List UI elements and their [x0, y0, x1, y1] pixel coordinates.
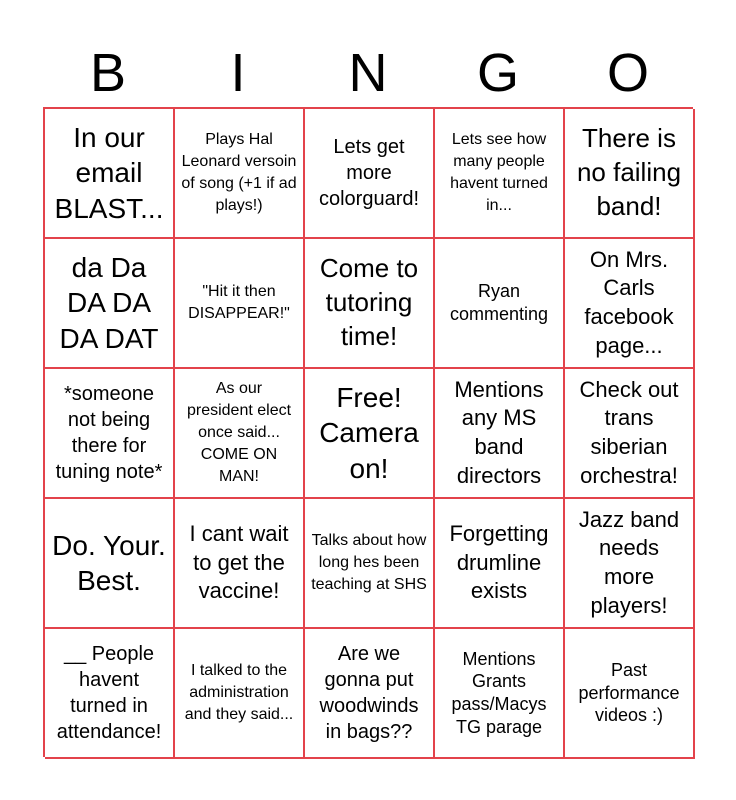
bingo-cell[interactable]: [175, 239, 305, 369]
bingo-cell[interactable]: [305, 629, 435, 759]
cell-text: Jazz band needs more players!: [578, 506, 680, 618]
cell-text: Lets get more colorguard!: [318, 136, 420, 210]
bingo-cell[interactable]: [565, 239, 695, 369]
cell-text: Past performance videos :): [578, 659, 680, 726]
header-letter-b: B: [89, 43, 127, 103]
bingo-cell[interactable]: [565, 369, 695, 499]
cell-text: "Hit it then DISAPPEAR!": [188, 282, 290, 322]
bingo-cell[interactable]: [565, 499, 695, 629]
cell-text: I cant wait to get the vaccine!: [189, 521, 289, 604]
cell-text: There is no failing band!: [576, 123, 682, 221]
bingo-header: [43, 40, 693, 106]
bingo-cell[interactable]: [175, 109, 305, 239]
bingo-board: [43, 107, 693, 757]
bingo-cell[interactable]: [175, 629, 305, 759]
cell-text: Mentions any MS band directors: [454, 376, 544, 488]
bingo-cell[interactable]: [305, 499, 435, 629]
bingo-cell[interactable]: [435, 109, 565, 239]
cell-text: As our president elect once said... COME ON MAN!: [186, 379, 292, 486]
cell-text: I talked to the administration and they said...: [184, 661, 294, 724]
header-letter-g: G: [476, 43, 519, 103]
cell-text: Lets see how many people havent turned in...: [450, 130, 548, 215]
cell-text: Mentions Grants pass/Macys TG parage: [451, 648, 547, 737]
cell-text: Plays Hal Leonard versoin of song (+1 if ad plays!): [181, 130, 297, 215]
bingo-cell[interactable]: [435, 239, 565, 369]
cell-text: Do. Your. Best.: [52, 529, 166, 596]
cell-text: __ People havent turned in attendance!: [56, 643, 162, 743]
bingo-cell[interactable]: [435, 499, 565, 629]
header-letter-i: I: [230, 43, 246, 103]
cell-text: Ryan commenting: [449, 281, 549, 324]
bingo-cell[interactable]: [565, 629, 695, 759]
cell-text: Free! Camera on!: [319, 382, 419, 484]
header-letter-o: O: [606, 43, 649, 103]
cell-text: Come to tutoring time!: [319, 253, 419, 351]
bingo-cell[interactable]: [305, 109, 435, 239]
bingo-cell[interactable]: [435, 369, 565, 499]
bingo-cell[interactable]: [45, 499, 175, 629]
cell-text: Check out trans siberian orchestra!: [579, 376, 679, 488]
cell-text: Talks about how long hes been teaching at SHS: [311, 531, 427, 594]
bingo-cell[interactable]: [435, 629, 565, 759]
cell-text: Are we gonna put woodwinds in bags??: [319, 643, 419, 743]
bingo-cell[interactable]: [175, 369, 305, 499]
header-letter-n: N: [348, 43, 388, 103]
bingo-cell[interactable]: [45, 109, 175, 239]
cell-text: da Da DA DA DA DAT: [59, 252, 159, 354]
cell-text: Forgetting drumline exists: [449, 521, 549, 604]
cell-text: On Mrs. Carls facebook page...: [584, 246, 674, 358]
cell-text: In our email BLAST...: [54, 122, 164, 224]
bingo-cell[interactable]: [305, 239, 435, 369]
bingo-cell[interactable]: [45, 239, 175, 369]
bingo-cell[interactable]: [565, 109, 695, 239]
bingo-cell[interactable]: [175, 499, 305, 629]
bingo-cell[interactable]: [305, 369, 435, 499]
bingo-cell[interactable]: [45, 369, 175, 499]
cell-text: *someone not being there for tuning note*: [55, 383, 163, 483]
bingo-cell[interactable]: [45, 629, 175, 759]
